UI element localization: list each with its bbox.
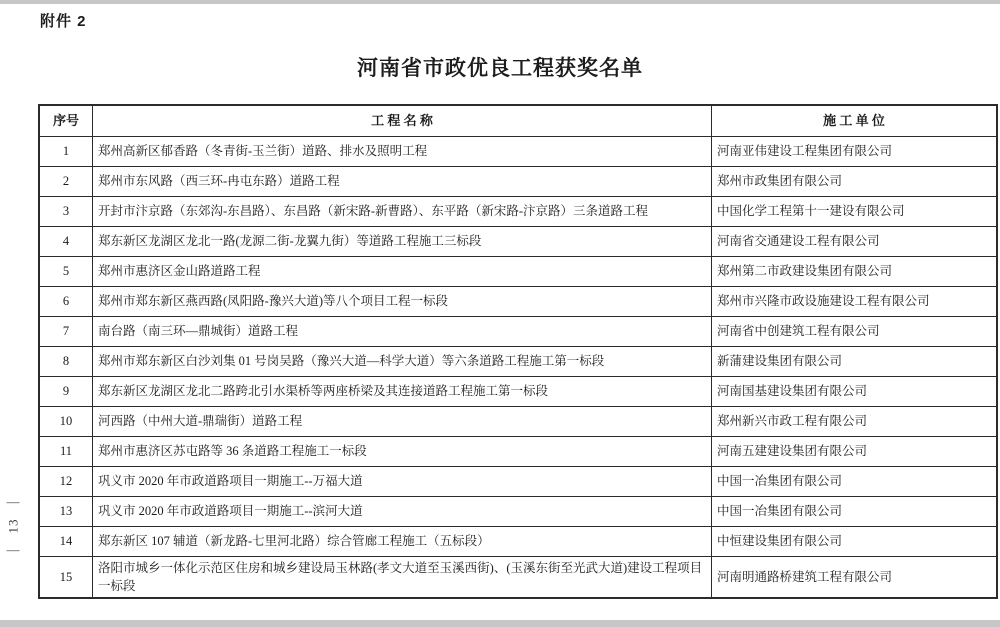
row-unit: 河南国基建设集团有限公司 [712, 377, 998, 407]
row-unit: 中国化学工程第十一建设有限公司 [712, 197, 998, 227]
row-project: 郑州市郑东新区燕西路(凤阳路-豫兴大道)等八个项目工程一标段 [93, 287, 712, 317]
row-unit: 中恒建设集团有限公司 [712, 527, 998, 557]
header-unit: 施 工 单 位 [712, 105, 998, 137]
row-unit: 中国一冶集团有限公司 [712, 497, 998, 527]
table-row [39, 497, 997, 527]
award-table [38, 104, 998, 599]
row-index: 11 [39, 437, 93, 467]
row-index: 8 [39, 347, 93, 377]
row-unit: 河南省交通建设工程有限公司 [712, 227, 998, 257]
table-row [39, 227, 997, 257]
table-row [39, 557, 997, 599]
row-project: 郑州市惠济区苏屯路等 36 条道路工程施工一标段 [93, 437, 712, 467]
side-page-dash-top: — [6, 493, 20, 509]
row-project: 开封市汴京路（东郊沟-东昌路）、东昌路（新宋路-新曹路）、东平路（新宋路-汴京路）三条道路工程 [93, 197, 712, 227]
row-project: 郑州市郑东新区白沙刘集 01 号岗吴路（豫兴大道—科学大道）等六条道路工程施工第一标段 [93, 347, 712, 377]
table-row [39, 527, 997, 557]
row-index: 1 [39, 137, 93, 167]
table-row [39, 407, 997, 437]
row-index: 3 [39, 197, 93, 227]
row-index: 2 [39, 167, 93, 197]
row-unit: 中国一冶集团有限公司 [712, 467, 998, 497]
table-row [39, 167, 997, 197]
row-project: 郑东新区龙湖区龙北一路(龙源二街-龙翼九街）等道路工程施工三标段 [93, 227, 712, 257]
row-index: 6 [39, 287, 93, 317]
row-index: 14 [39, 527, 93, 557]
row-index: 15 [39, 557, 93, 599]
scan-edge-bottom [0, 620, 1000, 627]
row-project: 郑州市惠济区金山路道路工程 [93, 257, 712, 287]
row-index: 4 [39, 227, 93, 257]
table-header-row [39, 105, 997, 137]
table-row [39, 287, 997, 317]
row-project: 巩义市 2020 年市政道路项目一期施工--滨河大道 [93, 497, 712, 527]
side-page-number [3, 468, 23, 583]
row-index: 12 [39, 467, 93, 497]
row-project: 南台路（南三环—鼎城街）道路工程 [93, 317, 712, 347]
table-row [39, 377, 997, 407]
page-title: 河南省市政优良工程获奖名单 [357, 57, 643, 80]
row-project: 郑州高新区郁香路（冬青街-玉兰街）道路、排水及照明工程 [93, 137, 712, 167]
row-unit: 河南省中创建筑工程有限公司 [712, 317, 998, 347]
row-index: 10 [39, 407, 93, 437]
row-unit: 新蒲建设集团有限公司 [712, 347, 998, 377]
table-row [39, 467, 997, 497]
row-index: 13 [39, 497, 93, 527]
header-project: 工 程 名 称 [93, 105, 712, 137]
side-page-number-value: 13 [5, 518, 20, 533]
row-project: 洛阳市城乡一体化示范区住房和城乡建设局玉林路(孝文大道至玉溪西街)、(玉溪东街至光武大道)建设工程项目一标段 [93, 557, 712, 599]
scan-edge-top [0, 0, 1000, 4]
header-index: 序号 [39, 105, 93, 137]
table-row [39, 137, 997, 167]
attachment-label: 附件 2 [40, 13, 87, 30]
table-row [39, 347, 997, 377]
table-row [39, 317, 997, 347]
row-unit: 郑州市政集团有限公司 [712, 167, 998, 197]
row-unit: 河南明通路桥建筑工程有限公司 [712, 557, 998, 599]
table-row [39, 197, 997, 227]
row-project: 郑东新区龙湖区龙北二路跨北引水渠桥等两座桥梁及其连接道路工程施工第一标段 [93, 377, 712, 407]
side-page-dash-bottom: — [6, 541, 20, 557]
award-table-header [39, 105, 997, 137]
row-index: 7 [39, 317, 93, 347]
table-row [39, 437, 997, 467]
row-unit: 河南五建建设集团有限公司 [712, 437, 998, 467]
row-unit: 郑州新兴市政工程有限公司 [712, 407, 998, 437]
row-unit: 河南亚伟建设工程集团有限公司 [712, 137, 998, 167]
row-unit: 郑州市兴隆市政设施建设工程有限公司 [712, 287, 998, 317]
row-project: 河西路（中州大道-鼎瑞街）道路工程 [93, 407, 712, 437]
row-project: 巩义市 2020 年市政道路项目一期施工--万福大道 [93, 467, 712, 497]
row-index: 5 [39, 257, 93, 287]
row-project: 郑东新区 107 辅道（新龙路-七里河北路）综合管廊工程施工（五标段） [93, 527, 712, 557]
table-row [39, 257, 997, 287]
row-unit: 郑州第二市政建设集团有限公司 [712, 257, 998, 287]
row-project: 郑州市东风路（西三环-冉屯东路）道路工程 [93, 167, 712, 197]
award-table-body [39, 137, 997, 599]
row-index: 9 [39, 377, 93, 407]
